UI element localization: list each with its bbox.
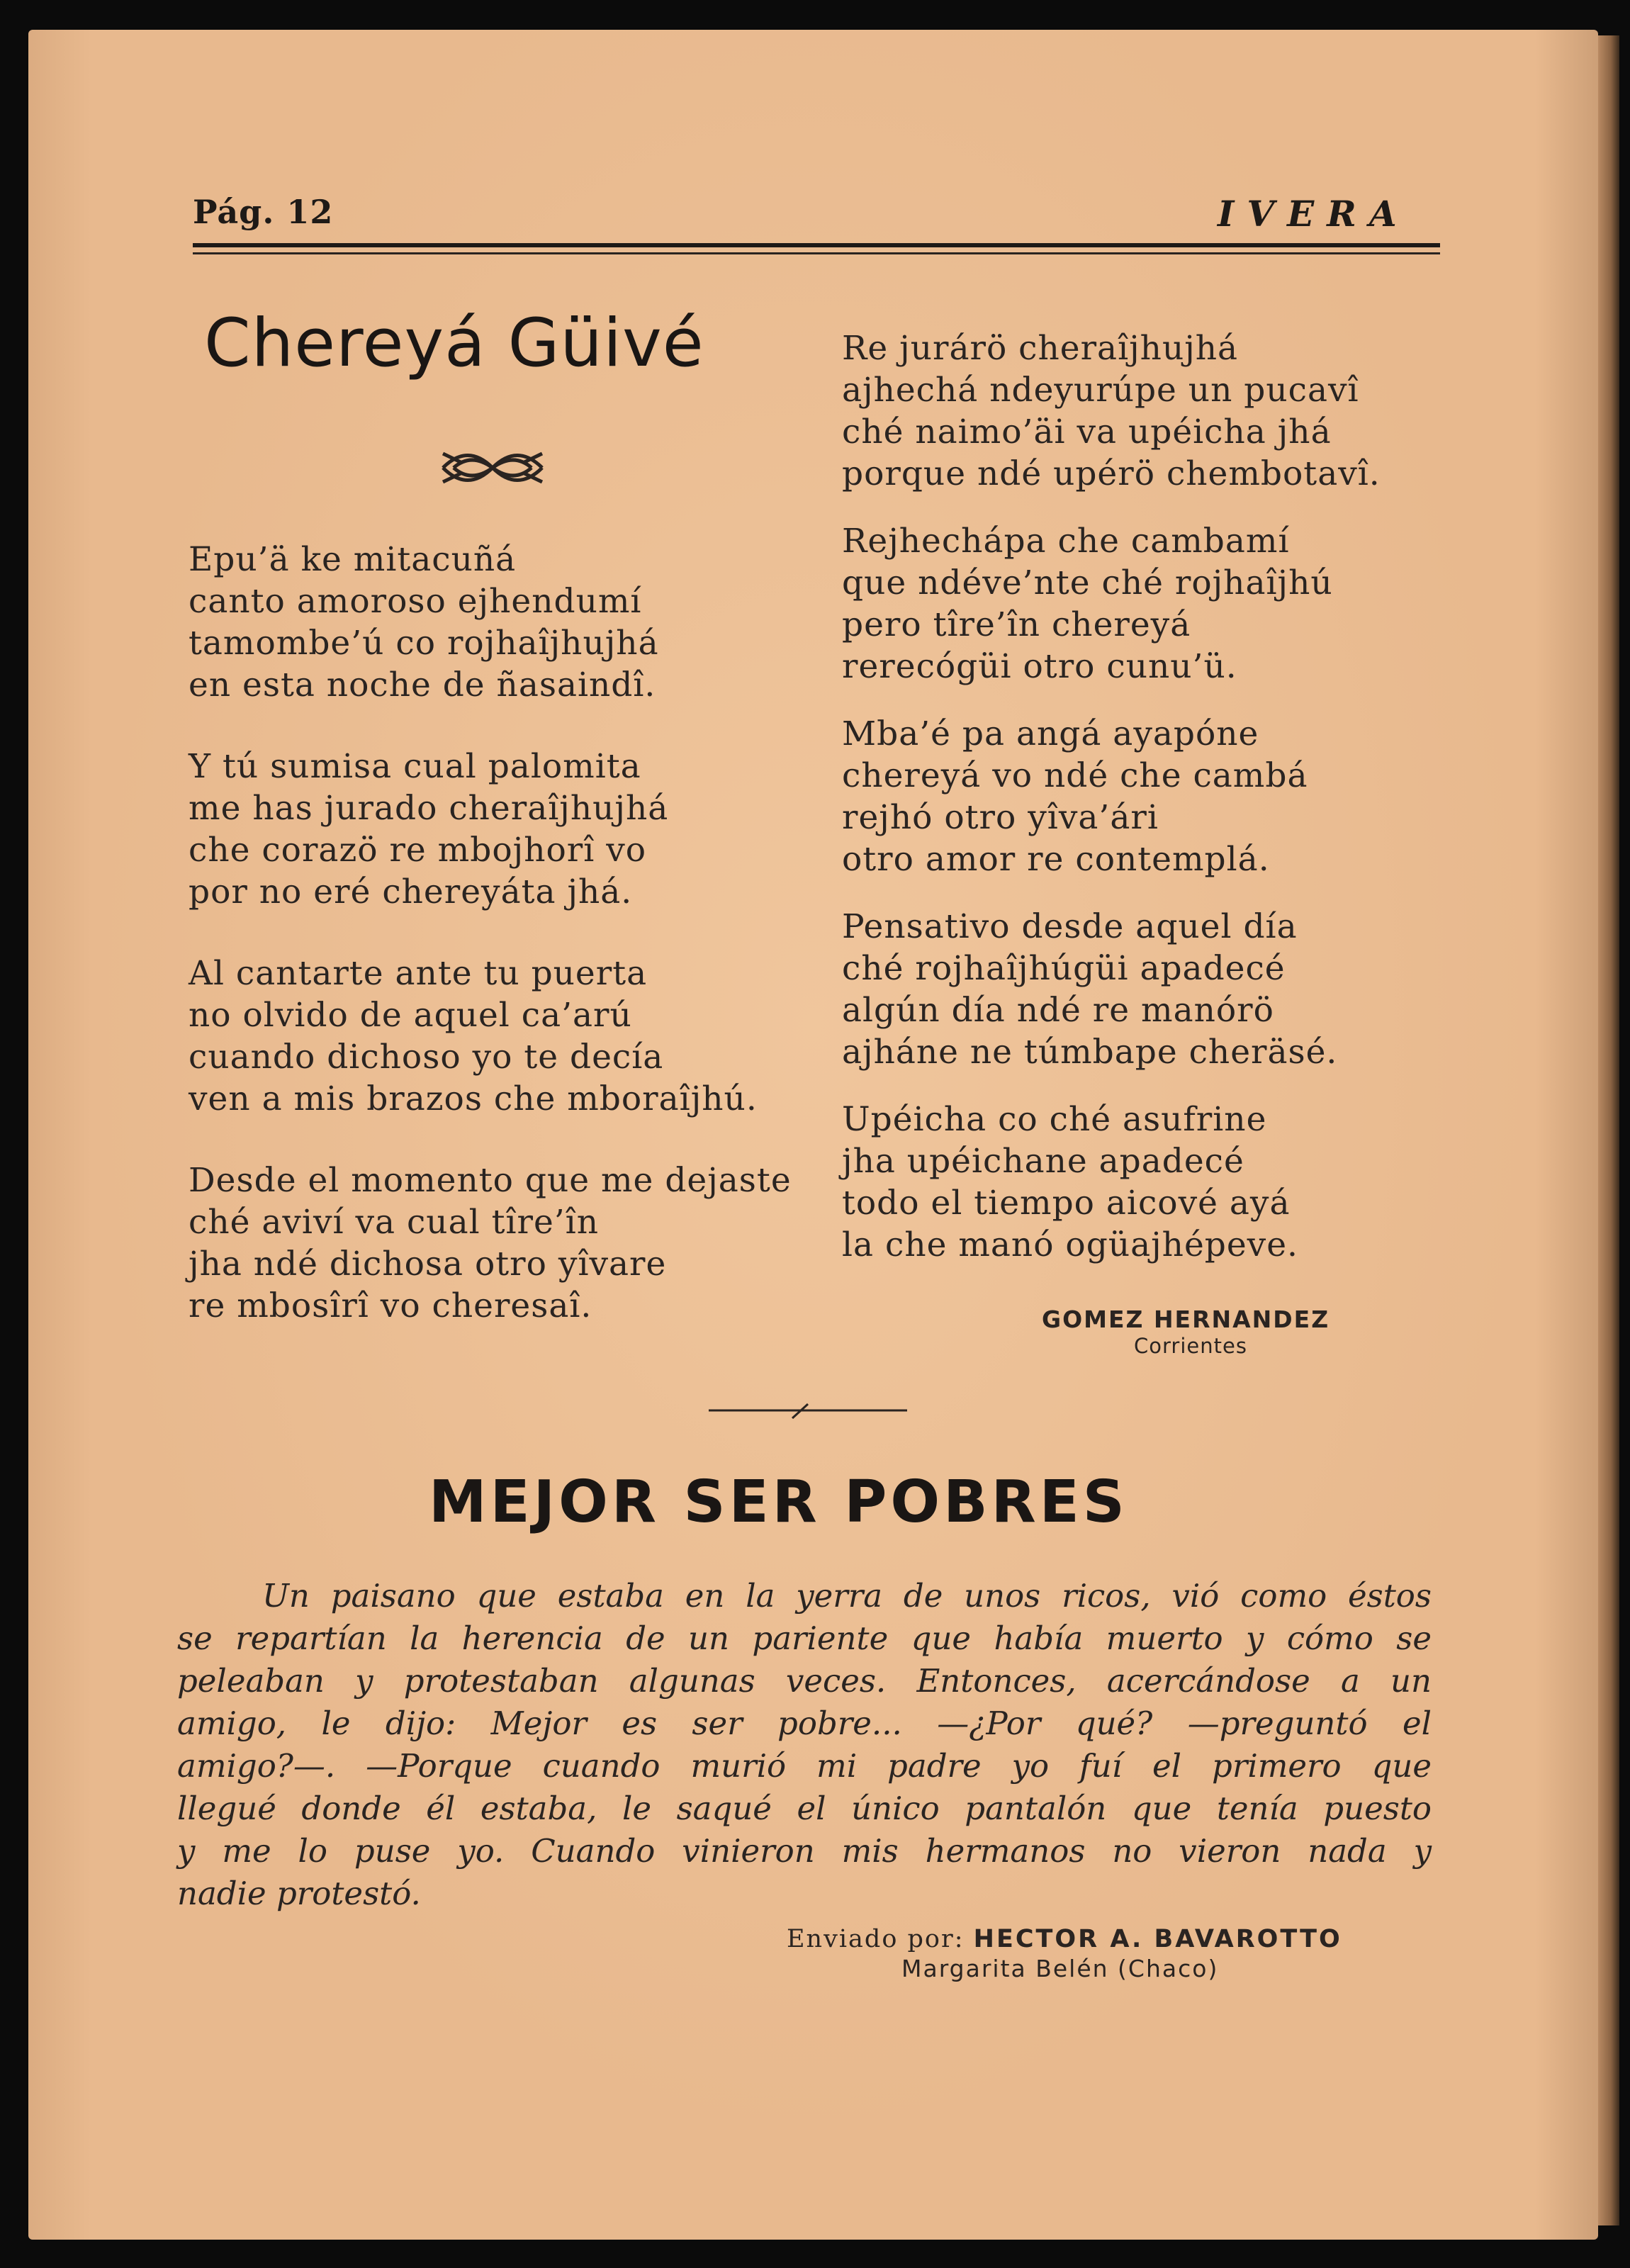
verse-line: ajhechá ndeyurúpe un pucavî [842,371,1359,410]
stanza [189,953,792,1120]
article-line: se repartían la herencia de un pariente que había muerto y cómo se [177,1619,1432,1657]
sent-by-label: Enviado por: [787,1925,965,1953]
verse-line: chereyá vo ndé che cambá [842,756,1308,795]
sender-location: Margarita Belén (Chaco) [901,1955,1219,1982]
verse-line: re mbosîrî vo cheresaî. [189,1286,592,1325]
sender-credit [787,1925,1342,1953]
verse-line: la che manó ogüajhépeve. [842,1225,1298,1264]
stanza [842,327,1381,495]
verse-line: Rejhechápa che cambamí [842,522,1290,561]
verse-line: pero tîre’în chereyá [842,605,1191,644]
poem-right-column [842,327,1381,1266]
verse-line: jha upéichane apadecé [842,1142,1244,1181]
stanza [842,906,1381,1073]
verse-line: jha ndé dichosa otro yîvare [189,1245,667,1284]
verse-line: Pensativo desde aquel día [842,907,1298,946]
section-divider [709,1400,907,1425]
poem-left-column [189,539,792,1327]
magazine-title: IVERA [1218,193,1410,235]
verse-line: en esta noche de ñasaindî. [189,666,656,704]
verse-line: porque ndé upérö chembotavî. [842,454,1381,493]
article-line: peleaban y protestaban algunas veces. Entonces, acercándose a un [177,1662,1432,1700]
header-rule-thin [193,252,1440,254]
stanza [189,746,792,913]
verse-line: Al cantarte ante tu puerta [189,954,648,993]
verse-line: ché rojhaîjhúgüi apadecé [842,949,1286,988]
verse-line: rejhó otro yîva’ári [842,798,1159,837]
verse-line: Epu’ä ke mitacuñá [189,540,517,579]
stanza [189,539,792,706]
verse-line: cuando dichoso yo te decía [189,1038,664,1077]
article-line: amigo, le dijo: Mejor es ser pobre... —¿Por qué? —preguntó el [177,1705,1432,1742]
verse-line: me has jurado cheraîjhujhá [189,789,669,828]
stanza [842,713,1381,880]
sender-name: HECTOR A. BAVAROTTO [973,1925,1342,1953]
decorative-flourish-icon [439,439,546,500]
header-rule [193,243,1440,247]
article-line: nadie protestó. [177,1875,421,1912]
article-body [177,1575,1432,1915]
verse-line: Desde el momento que me dejaste [189,1161,792,1200]
verse-line: todo el tiempo aicové ayá [842,1184,1291,1223]
verse-line: otro amor re contemplá. [842,840,1270,879]
verse-line: algún día ndé re manórö [842,991,1274,1030]
article-line: amigo?—. —Porque cuando murió mi padre yo fuí el primero que [177,1747,1432,1785]
verse-line: Mba’é pa angá ayapóne [842,714,1259,753]
verse-line: Y tú sumisa cual palomita [189,747,641,786]
article-title: MEJOR SER POBRES [429,1469,1128,1536]
page-number: Pág. 12 [193,193,334,231]
stanza [189,1160,792,1327]
verse-line: no olvido de aquel ca’arú [189,996,632,1035]
article-line: Un paisano que estaba en la yerra de unos ricos, vió como éstos [262,1577,1432,1615]
verse-line: canto amoroso ejhendumí [189,582,642,621]
poem-author: GOMEZ HERNANDEZ [1042,1306,1330,1333]
article-line: llegué donde él estaba, le saqué el único pantalón que tenía puesto [177,1790,1432,1827]
verse-line: rerecógüi otro cunu’ü. [842,647,1237,686]
stanza [842,520,1381,687]
verse-line: Re jurárö cheraîjhujhá [842,329,1239,368]
stanza [842,1099,1381,1266]
verse-line: Upéicha co ché asufrine [842,1100,1267,1139]
verse-line: tamombe’ú co rojhaîjhujhá [189,624,659,663]
verse-line: que ndéve’nte ché rojhaîjhú [842,563,1333,602]
verse-line: che corazö re mbojhorî vo [189,831,647,870]
verse-line: ché naimo’äi va upéicha jhá [842,412,1332,451]
page-edge [1598,35,1619,2225]
poem-title: Chereyá Güivé [204,305,704,382]
poem-author-location: Corrientes [1134,1334,1247,1358]
verse-line: ajháne ne túmbape cheräsé. [842,1033,1338,1072]
verse-line: por no eré chereyáta jhá. [189,872,633,911]
verse-line: ché aviví va cual tîre’în [189,1203,600,1242]
article-line: y me lo puse yo. Cuando vinieron mis hermanos no vieron nada y [177,1832,1432,1870]
verse-line: ven a mis brazos che mboraîjhú. [189,1079,758,1118]
